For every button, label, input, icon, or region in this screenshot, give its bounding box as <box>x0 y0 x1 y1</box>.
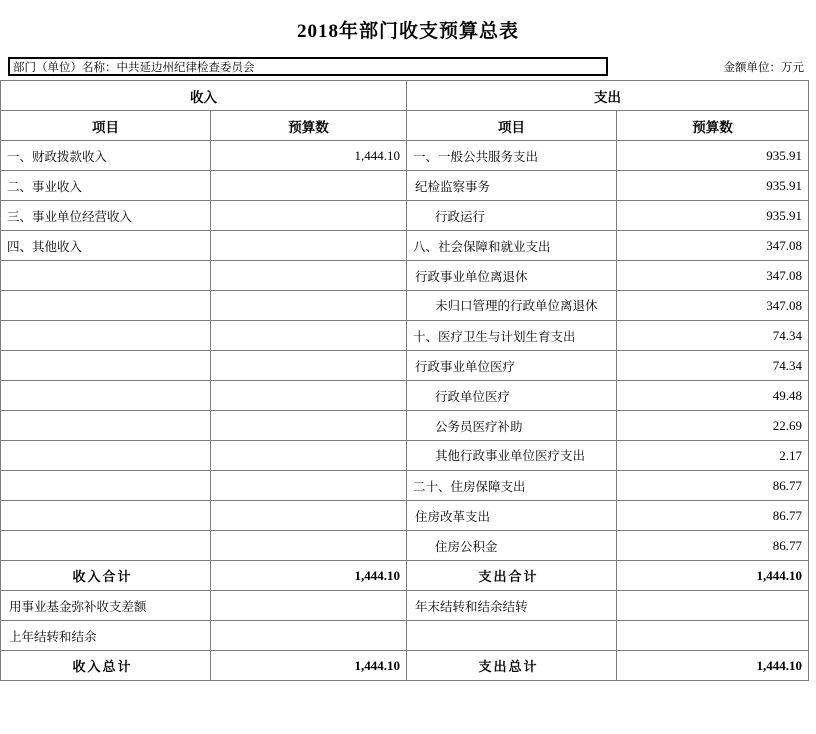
group-header-expense: 支出 <box>407 81 809 111</box>
cell-income-value[interactable] <box>211 261 407 291</box>
cell-income-item[interactable] <box>1 351 211 381</box>
column-header-income-budget: 预算数 <box>211 111 407 141</box>
cell-income-value[interactable] <box>211 411 407 441</box>
cell-expense-item[interactable]: 住房公积金 <box>407 531 617 561</box>
cell-income-item[interactable] <box>1 531 211 561</box>
budget-table <box>0 80 809 681</box>
cell-income-value[interactable] <box>211 351 407 381</box>
cell-income-item[interactable]: 二、事业收入 <box>1 171 211 201</box>
table-row <box>1 231 809 261</box>
table-summary-row <box>1 621 809 651</box>
cell-income-value[interactable]: 1,444.10 <box>211 561 407 591</box>
table-row <box>1 501 809 531</box>
cell-expense-item[interactable]: 八、社会保障和就业支出 <box>407 231 617 261</box>
amount-unit-note: 金额单位：万元 <box>723 62 804 74</box>
column-header-expense-item: 项目 <box>407 111 617 141</box>
cell-expense-value[interactable]: 49.48 <box>617 381 809 411</box>
cell-expense-value[interactable]: 22.69 <box>617 411 809 441</box>
cell-expense-item[interactable]: 行政事业单位离退休 <box>407 261 617 291</box>
table-row <box>1 261 809 291</box>
group-header-income: 收入 <box>1 81 407 111</box>
cell-income-item[interactable]: 上年结转和结余 <box>1 621 211 651</box>
cell-expense-item[interactable]: 住房改革支出 <box>407 501 617 531</box>
cell-expense-item[interactable] <box>407 621 617 651</box>
column-header-expense-budget: 预算数 <box>617 111 809 141</box>
cell-income-value[interactable] <box>211 381 407 411</box>
cell-expense-item[interactable]: 支出合计 <box>407 561 617 591</box>
cell-expense-value[interactable]: 2.17 <box>617 441 809 471</box>
column-header-income-item: 项目 <box>1 111 211 141</box>
cell-expense-item[interactable]: 未归口管理的行政单位离退休 <box>407 291 617 321</box>
cell-expense-value[interactable]: 935.91 <box>617 171 809 201</box>
table-row <box>1 321 809 351</box>
cell-income-item[interactable] <box>1 291 211 321</box>
cell-expense-value[interactable]: 347.08 <box>617 231 809 261</box>
cell-expense-value[interactable] <box>617 621 809 651</box>
cell-expense-value[interactable]: 86.77 <box>617 471 809 501</box>
table-row <box>1 291 809 321</box>
cell-expense-item[interactable]: 一、一般公共服务支出 <box>407 141 617 171</box>
cell-income-value[interactable] <box>211 291 407 321</box>
cell-income-value[interactable] <box>211 591 407 621</box>
cell-income-value[interactable] <box>211 171 407 201</box>
table-row <box>1 531 809 561</box>
cell-income-item[interactable]: 四、其他收入 <box>1 231 211 261</box>
table-summary-row <box>1 561 809 591</box>
cell-income-item[interactable]: 一、财政拨款收入 <box>1 141 211 171</box>
table-column-header-row <box>1 111 809 141</box>
cell-income-value[interactable] <box>211 471 407 501</box>
cell-expense-value[interactable] <box>617 591 809 621</box>
cell-income-value[interactable] <box>211 501 407 531</box>
cell-expense-item[interactable]: 十、医疗卫生与计划生育支出 <box>407 321 617 351</box>
cell-income-item[interactable] <box>1 321 211 351</box>
cell-expense-item[interactable]: 行政事业单位医疗 <box>407 351 617 381</box>
cell-expense-item[interactable]: 行政运行 <box>407 201 617 231</box>
table-row <box>1 471 809 501</box>
cell-expense-value[interactable]: 74.34 <box>617 321 809 351</box>
cell-expense-value[interactable]: 347.08 <box>617 291 809 321</box>
department-name-box: 部门（单位）名称：中共延边州纪律检查委员会 <box>8 57 608 76</box>
table-summary-row <box>1 591 809 621</box>
cell-income-value[interactable] <box>211 531 407 561</box>
cell-expense-value[interactable]: 347.08 <box>617 261 809 291</box>
cell-expense-item[interactable]: 公务员医疗补助 <box>407 411 617 441</box>
cell-income-item[interactable] <box>1 381 211 411</box>
cell-expense-value[interactable]: 935.91 <box>617 201 809 231</box>
table-summary-row <box>1 651 809 681</box>
cell-income-item[interactable] <box>1 471 211 501</box>
meta-row <box>0 57 816 77</box>
cell-expense-value[interactable]: 74.34 <box>617 351 809 381</box>
cell-expense-value[interactable]: 86.77 <box>617 501 809 531</box>
table-row <box>1 201 809 231</box>
table-row <box>1 411 809 441</box>
cell-expense-item[interactable]: 其他行政事业单位医疗支出 <box>407 441 617 471</box>
cell-income-value[interactable] <box>211 321 407 351</box>
cell-income-value[interactable] <box>211 231 407 261</box>
cell-expense-item[interactable]: 纪检监察事务 <box>407 171 617 201</box>
table-row <box>1 441 809 471</box>
cell-expense-value[interactable]: 86.77 <box>617 531 809 561</box>
table-row <box>1 141 809 171</box>
cell-income-value[interactable] <box>211 441 407 471</box>
table-group-header-row <box>1 81 809 111</box>
cell-income-value[interactable]: 1,444.10 <box>211 141 407 171</box>
cell-expense-item[interactable]: 年末结转和结余结转 <box>407 591 617 621</box>
cell-expense-item[interactable]: 支出总计 <box>407 651 617 681</box>
table-row <box>1 381 809 411</box>
cell-income-item[interactable]: 三、事业单位经营收入 <box>1 201 211 231</box>
table-row <box>1 351 809 381</box>
cell-expense-value[interactable]: 1,444.10 <box>617 561 809 591</box>
cell-income-item[interactable] <box>1 501 211 531</box>
page-title: 2018年部门收支预算总表 <box>296 21 519 42</box>
cell-income-item[interactable]: 收入总计 <box>1 651 211 681</box>
cell-income-item[interactable]: 收入合计 <box>1 561 211 591</box>
cell-income-item[interactable] <box>1 261 211 291</box>
cell-income-item[interactable] <box>1 411 211 441</box>
cell-income-item[interactable]: 用事业基金弥补收支差额 <box>1 591 211 621</box>
cell-expense-value[interactable]: 1,444.10 <box>617 651 809 681</box>
table-body <box>1 81 809 681</box>
cell-expense-value[interactable]: 935.91 <box>617 141 809 171</box>
cell-expense-item[interactable]: 行政单位医疗 <box>407 381 617 411</box>
cell-income-value[interactable]: 1,444.10 <box>211 651 407 681</box>
table-row <box>1 171 809 201</box>
cell-income-item[interactable] <box>1 441 211 471</box>
cell-income-value[interactable] <box>211 621 407 651</box>
cell-income-value[interactable] <box>211 201 407 231</box>
cell-expense-item[interactable]: 二十、住房保障支出 <box>407 471 617 501</box>
